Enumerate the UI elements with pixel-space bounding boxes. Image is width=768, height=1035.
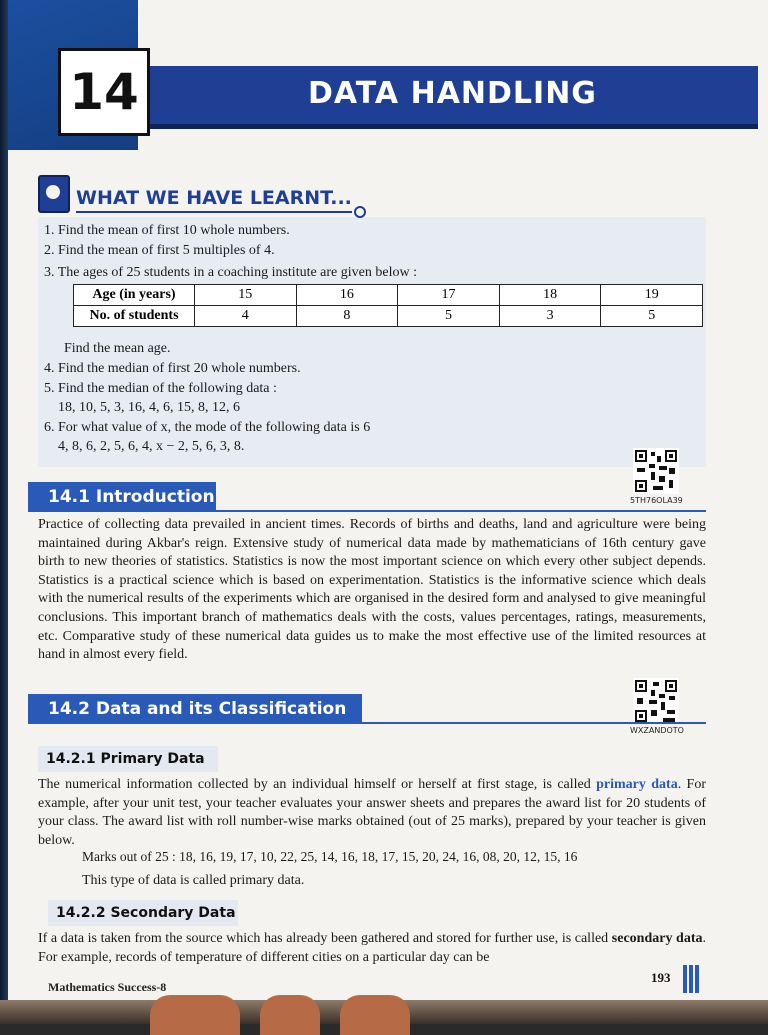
paragraph-text: . For example, records of temperature of different cities on a particular day can be xyxy=(38,931,706,965)
recap-title: WHAT WE HAVE LEARNT... xyxy=(76,187,352,213)
footer-book-title: Mathematics Success-8 xyxy=(48,980,167,994)
section-heading-data-classification: 14.2 Data and its Classification xyxy=(28,694,362,724)
recap-heading xyxy=(38,175,366,213)
question-2: 2. Find the mean of first 5 multiples of 4. xyxy=(44,243,275,258)
ages-table xyxy=(73,284,703,327)
table-cell: 15 xyxy=(195,285,297,306)
table-cell: 5 xyxy=(398,306,500,327)
question-6: 6. For what value of x, the mode of the following data is 6 xyxy=(44,420,371,435)
table-cell: 18 xyxy=(499,285,601,306)
primary-data-note: This type of data is called primary data. xyxy=(82,873,305,888)
qr-code-label: WXZANDOTO xyxy=(630,726,684,735)
finger-shape xyxy=(150,995,240,1035)
qr-code-icon[interactable] xyxy=(633,448,679,494)
question-1: 1. Find the mean of first 10 whole numbers. xyxy=(44,223,290,238)
page-edge-shadow xyxy=(0,0,8,1024)
heading-dot-icon xyxy=(354,206,366,218)
introduction-paragraph: Practice of collecting data prevailed in ancient times. Records of births and deaths, land and agriculture were being maintained during Akbar's reign. Extensive study of numerical data made by mathematicians of 16th century gave birth to new theories of statistics. Statistics is now the most important science on which every other subject depends. Statistics is a practical science which is based on experimentation. Statistics is the informative science which deals with the numerical results of the experiments which are organised in the desired form and analysed to give meaningful conclusions. This important branch of mathematics deals with the costs, values percentages, ratings, measurements, etc. Comparative study of these numerical data guides us to make the most effective use of the limited resources at hand in almost every field. xyxy=(38,517,706,663)
table-cell: 3 xyxy=(499,306,601,327)
primary-data-paragraph xyxy=(38,776,706,850)
qr-code-label: 5TH76OLA39 xyxy=(630,496,683,505)
subheading-secondary-data: 14.2.2 Secondary Data xyxy=(56,905,236,921)
question-3: 3. The ages of 25 students in a coaching institute are given below : xyxy=(44,265,417,280)
table-cell: 19 xyxy=(601,285,703,306)
term-primary-data: primary data xyxy=(596,777,678,792)
question-5-data: 18, 10, 5, 3, 16, 4, 6, 15, 8, 12, 6 xyxy=(58,400,240,415)
secondary-data-paragraph xyxy=(38,930,706,967)
paragraph-text: The numerical information collected by an individual himself or herself at first stage, is called xyxy=(38,777,591,792)
question-4: 4. Find the median of first 20 whole numbers. xyxy=(44,361,301,376)
question-5: 5. Find the median of the following data : xyxy=(44,381,277,396)
marks-list: Marks out of 25 : 18, 16, 19, 17, 10, 22, 25, 14, 16, 18, 17, 15, 20, 24, 16, 08, 20, 12, 15, 16 xyxy=(82,849,578,864)
table-cell: 4 xyxy=(195,306,297,327)
table-cell: 17 xyxy=(398,285,500,306)
question-6-data: 4, 8, 6, 2, 5, 6, 4, x − 2, 5, 6, 3, 8. xyxy=(58,439,245,454)
find-mean-age: Find the mean age. xyxy=(64,341,171,356)
table-row xyxy=(74,306,703,327)
section-heading-introduction: 14.1 Introduction xyxy=(28,482,216,512)
table-row xyxy=(74,285,703,306)
qr-code-icon[interactable] xyxy=(633,678,679,724)
chapter-number: 14 xyxy=(58,48,150,136)
textbook-page xyxy=(8,0,768,1024)
table-cell: 8 xyxy=(296,306,398,327)
row-label-students: No. of students xyxy=(74,306,195,327)
finger-shape xyxy=(340,995,410,1035)
book-icon xyxy=(38,175,70,213)
subheading-primary-data: 14.2.1 Primary Data xyxy=(46,751,205,767)
row-label-age: Age (in years) xyxy=(74,285,195,306)
table-cell: 5 xyxy=(601,306,703,327)
term-secondary-data: secondary data xyxy=(611,931,703,946)
paragraph-text: If a data is taken from the source which has already been gathered and stored for further use, is called xyxy=(38,931,609,946)
chapter-title: DATA HANDLING xyxy=(308,76,597,111)
paragraph-text: . For example, after your unit test, your teacher evaluates your answer sheets and prepares the award list for 20 students of your class. The award list with roll number-wise marks obtained (out of 25 marks), prepared by your teacher is given below. xyxy=(38,777,707,848)
table-cell: 16 xyxy=(296,285,398,306)
page-number: 193 xyxy=(651,970,671,985)
finger-shape xyxy=(260,995,320,1035)
page-number-stripes xyxy=(683,965,707,993)
